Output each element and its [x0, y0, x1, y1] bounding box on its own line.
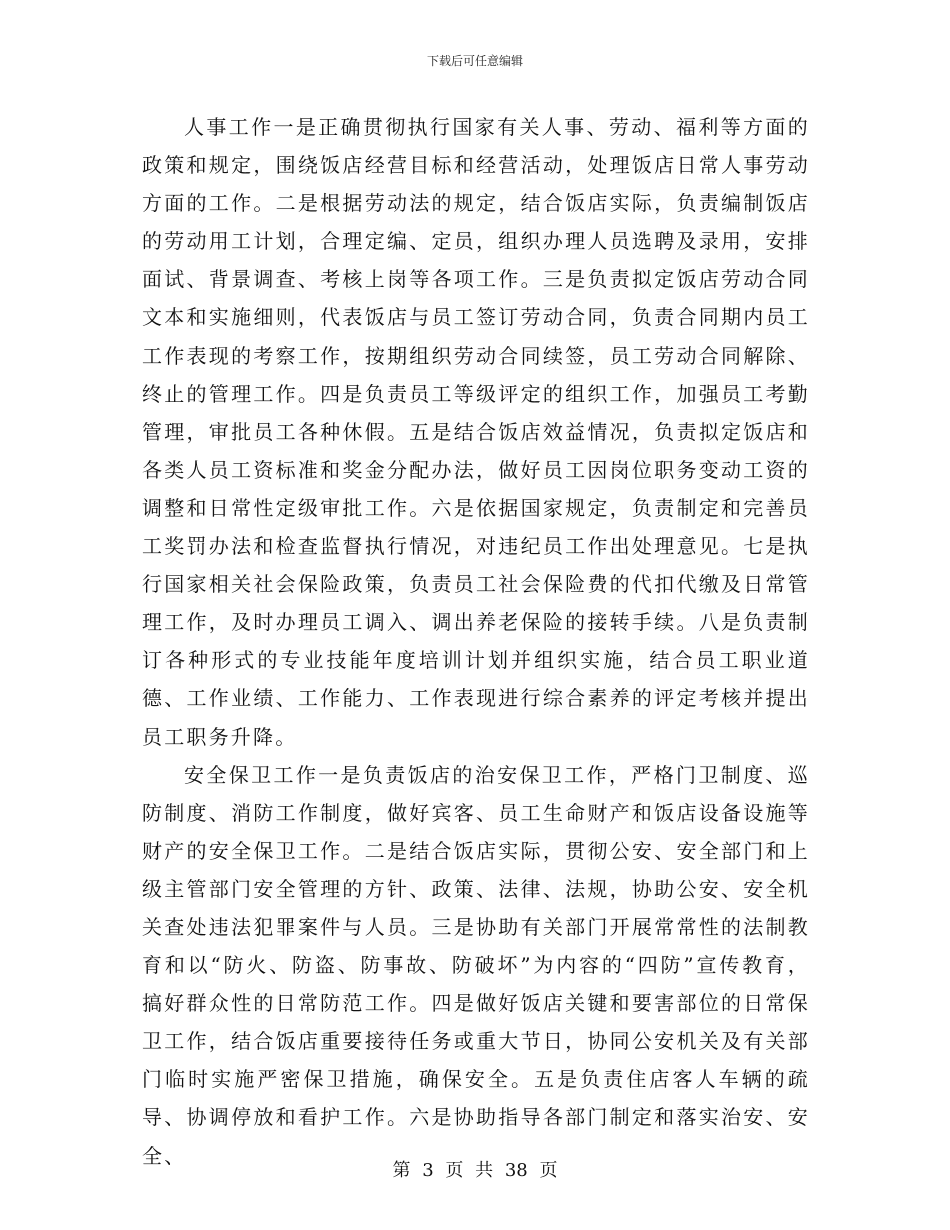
paragraph-personnel-work: 人事工作一是正确贯彻执行国家有关人事、劳动、福利等方面的政策和规定，围绕饭店经营目标和经营活动，处理饭店日常人事劳动方面的工作。二是根据劳动法的规定，结合饭店实际，负责编制饭店的劳动用工计划，合理定编、定员，组织办理人员选聘及录用，安排面试、背景调查、考核上岗等各项工作。三是负责拟定饭店劳动合同文本和实施细则，代表饭店与员工签订劳动合同，负责合同期内员工工作表现的考察工作，按期组织劳动合同续签，员工劳动合同解除、终止的管理工作。四是负责员工等级评定的组织工作，加强员工考勤管理，审批员工各种休假。五是结合饭店效益情况，负责拟定饭店和各类人员工资标准和奖金分配办法，做好员工因岗位职务变动工资的调整和日常性定级审批工作。六是依据国家规定，负责制定和完善员工奖罚办法和检查监督执行情况，对违纪员工作出处理意见。七是执行国家相关社会保险政策，负责员工社会保险费的代扣代缴及日常管理工作，及时办理员工调入、调出养老保险的接转手续。八是负责制订各种形式的专业技能年度培训计划并组织实施，结合员工职业道德、工作业绩、工作能力、工作表现进行综合素养的评定考核并提出员工职务升降。	[142, 115, 810, 749]
paragraph-security-work: 安全保卫工作一是负责饭店的治安保卫工作，严格门卫制度、巡防制度、消防工作制度，做好宾客、员工生命财产和饭店设备设施等财产的安全保卫工作。二是结合饭店实际，贯彻公安、安全部门和上级主管部门安全管理的方针、政策、法律、法规，协助公安、安全机关查处违法犯罪案件与人员。三是协助有关部门开展常常性的法制教育和以“防火、防盗、防事故、防破坏”为内容的“四防”宣传教育，搞好群众性的日常防范工作。四是做好饭店关键和要害部位的日常保卫工作，结合饭店重要接待任务或重大节日，协同公安机关及有关部门临时实施严密保卫措施，确保安全。五是负责住店客人车辆的疏导、协调停放和看护工作。六是协助指导各部门制定和落实治安、安全、	[142, 762, 810, 1168]
document-body	[142, 108, 810, 1175]
page-number-footer: 第 3 页 共 38 页	[392, 1160, 558, 1181]
page-header-note: 下载后可任意编辑	[426, 54, 523, 68]
